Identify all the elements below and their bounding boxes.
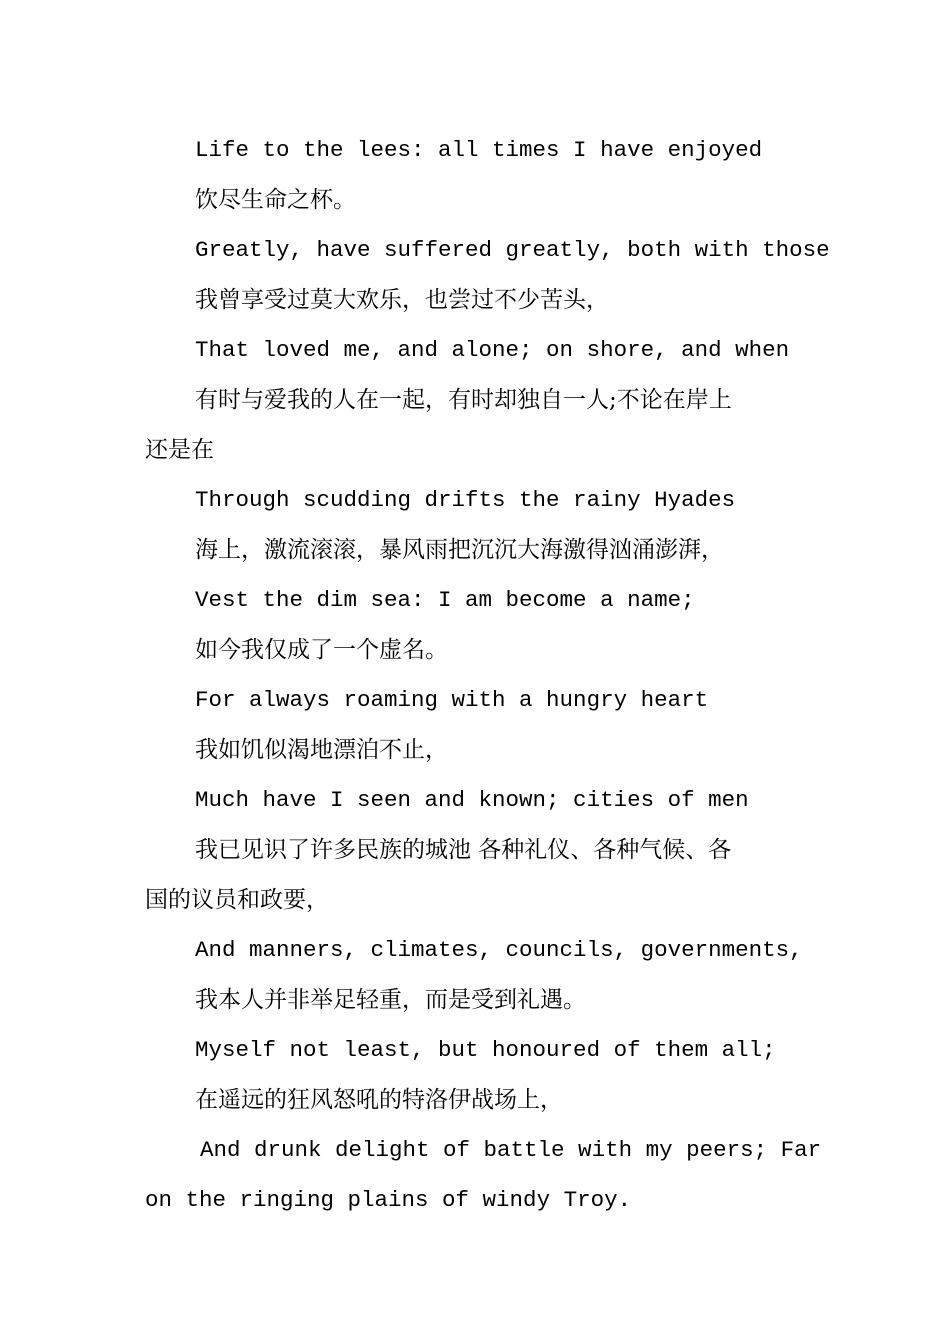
poem-line-english: Life to the lees: all times I have enjoyed (195, 137, 763, 163)
poem-line-chinese: 如今我仅成了一个虚名。 (195, 637, 448, 663)
poem-line-english: And drunk delight of battle with my peers; Far (200, 1137, 822, 1163)
poem-line-english: That loved me, and alone; on shore, and when (195, 337, 790, 363)
poem-line-chinese-continuation: 还是在 (145, 437, 214, 463)
poem-line-chinese: 饮尽生命之杯。 (195, 187, 356, 213)
poem-line-chinese: 海上，激流滚滚，暴风雨把沉沉大海激得汹涌澎湃， (195, 537, 724, 563)
poem-line-english: Much have I seen and known; cities of men (195, 787, 749, 813)
poem-line-chinese-continuation: 国的议员和政要， (145, 887, 329, 913)
poem-line-english: For always roaming with a hungry heart (195, 687, 709, 713)
poem-line-english: Myself not least, but honoured of them all; (195, 1037, 776, 1063)
poem-line-chinese: 我本人并非举足轻重，而是受到礼遇。 (195, 987, 586, 1013)
poem-line-english: And manners, climates, councils, governments, (195, 937, 803, 963)
poem-line-english: Through scudding drifts the rainy Hyades (195, 487, 736, 513)
poem-line-english: Greatly, have suffered greatly, both with those (195, 237, 830, 263)
poem-line-chinese: 我已见识了许多民族的城池 各种礼仪、各种气候、各 (195, 837, 732, 863)
poem-line-english: Vest the dim sea: I am become a name; (195, 587, 695, 613)
poem-text-block (145, 125, 830, 1225)
poem-line-chinese: 我曾享受过莫大欢乐，也尝过不少苦头， (195, 287, 609, 313)
poem-line-chinese: 我如饥似渴地漂泊不止， (195, 737, 448, 763)
poem-line-chinese: 在遥远的狂风怒吼的特洛伊战场上， (195, 1087, 563, 1113)
poem-line-english-continuation: on the ringing plains of windy Troy. (145, 1187, 632, 1213)
poem-line-chinese: 有时与爱我的人在一起，有时却独自一人;不论在岸上 (195, 387, 732, 413)
